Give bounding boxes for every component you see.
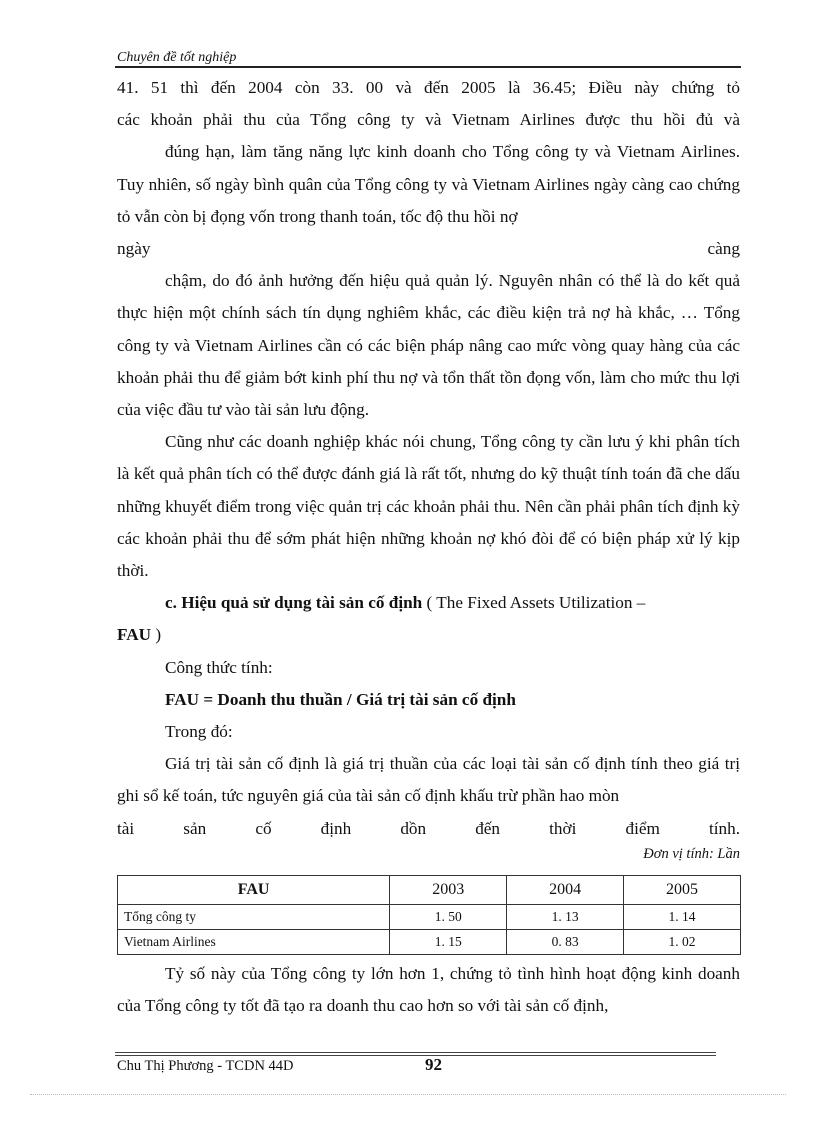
section-heading-close: ) — [151, 625, 162, 645]
table-cell-label: Vietnam Airlines — [118, 930, 390, 955]
table-cell: 1. 15 — [390, 930, 507, 955]
footer-author: Chu Thị Phương - TCDN 44D — [117, 1058, 294, 1074]
table-row — [118, 905, 741, 930]
section-heading-abbrev: FAU — [117, 625, 152, 645]
paragraph-6: Tỷ số này của Tổng công ty lớn hơn 1, chứng tỏ tình hình hoạt động kinh doanh của Tổng công ty tốt đã tạo ra doanh thu cao hơn so với tài sản cố định, — [117, 964, 740, 1016]
body-text — [117, 72, 740, 845]
section-heading-title: c. Hiệu quả sử dụng tài sản cố định — [165, 593, 423, 613]
paragraph-1-line-2: các khoản phải thu của Tổng công ty và Vietnam Airlines được thu hồi đủ và — [117, 110, 740, 130]
where-label: Trong đó: — [165, 722, 233, 742]
fau-table — [117, 875, 741, 955]
formula-label: Công thức tính: — [165, 657, 273, 677]
body-text-after-table — [117, 958, 740, 1022]
table-cell: 1. 13 — [507, 905, 624, 930]
section-heading-english: ( The Fixed Assets Utilization – — [422, 593, 646, 613]
paragraph-1-line-1: 41. 51 thì đến 2004 còn 33. 00 và đến 2005 là 36.45; Điều này chứng tỏ — [117, 78, 740, 97]
paragraph-5: Giá trị tài sản cố định là giá trị thuần của các loại tài sản cố định tính theo giá trị ghi sổ kế toán, tức nguyên giá của tài sản cố định khấu trừ phần hao mòn — [117, 754, 740, 806]
paragraph-4: Cũng như các doanh nghiệp khác nói chung, Tổng công ty cần lưu ý khi phân tích là kết quả phân tích có thể được đánh giá là rất tốt, nhưng do kỹ thuật tính toán đã che dấu những khuyết điểm trong việc quản trị các khoản phải thu. Nên cần phải phân tích định kỳ các khoản phải thu để sớm phát hiện những khoản nợ khó đòi để có biện pháp xử lý kịp thời. — [117, 432, 740, 581]
table-cell: 1. 14 — [624, 905, 741, 930]
paragraph-5-spread-line: tài sản cố định dồn đến thời điểm tính. — [117, 818, 740, 838]
table-cell: 1. 02 — [624, 930, 741, 955]
header-rule — [115, 66, 741, 68]
table-cell: 1. 50 — [390, 905, 507, 930]
table-cell: 0. 83 — [507, 930, 624, 955]
page-bottom-divider — [30, 1094, 786, 1095]
paragraph-2: đúng hạn, làm tăng năng lực kinh doanh cho Tổng công ty và Vietnam Airlines. Tuy nhiên, số ngày bình quân của Tổng công ty và Vietnam Airlines ngày càng cao chứng tỏ vẫn còn bị đọng vốn trong thanh toán, tốc độ thu hồi nợ — [117, 142, 740, 226]
formula: FAU = Doanh thu thuần / Giá trị tài sản cố định — [165, 689, 516, 709]
running-header: Chuyên đề tốt nghiệp — [117, 50, 237, 65]
footer-rule — [115, 1055, 716, 1056]
section-heading — [117, 587, 740, 651]
unit-label: Đơn vị tính: Lần — [643, 846, 740, 862]
page-number: 92 — [425, 1055, 442, 1074]
paragraph-2-spread-line: ngày càng — [117, 239, 740, 259]
table-header-cell: FAU — [118, 876, 390, 905]
paragraph-3: chậm, do đó ảnh hưởng đến hiệu quả quản lý. Nguyên nhân có thể là do kết quả thực hiện một chính sách tín dụng nghiêm khắc, các điều kiện trả nợ hà khắc, … Tổng công ty và Vietnam Airlines cần có các biện pháp nâng cao mức vòng quay hàng của các khoản phải thu để giảm bớt kinh phí thu nợ và tổn thất tồn đọng vốn, làm cho mức thu lợi của việc đầu tư vào tài sản lưu động. — [117, 271, 740, 420]
table-header-row — [118, 876, 741, 905]
table-header-cell: 2005 — [624, 876, 741, 905]
table-cell-label: Tổng công ty — [118, 905, 390, 930]
table-row — [118, 930, 741, 955]
footer-rule — [115, 1052, 716, 1053]
table-header-cell: 2004 — [507, 876, 624, 905]
table-header-cell: 2003 — [390, 876, 507, 905]
